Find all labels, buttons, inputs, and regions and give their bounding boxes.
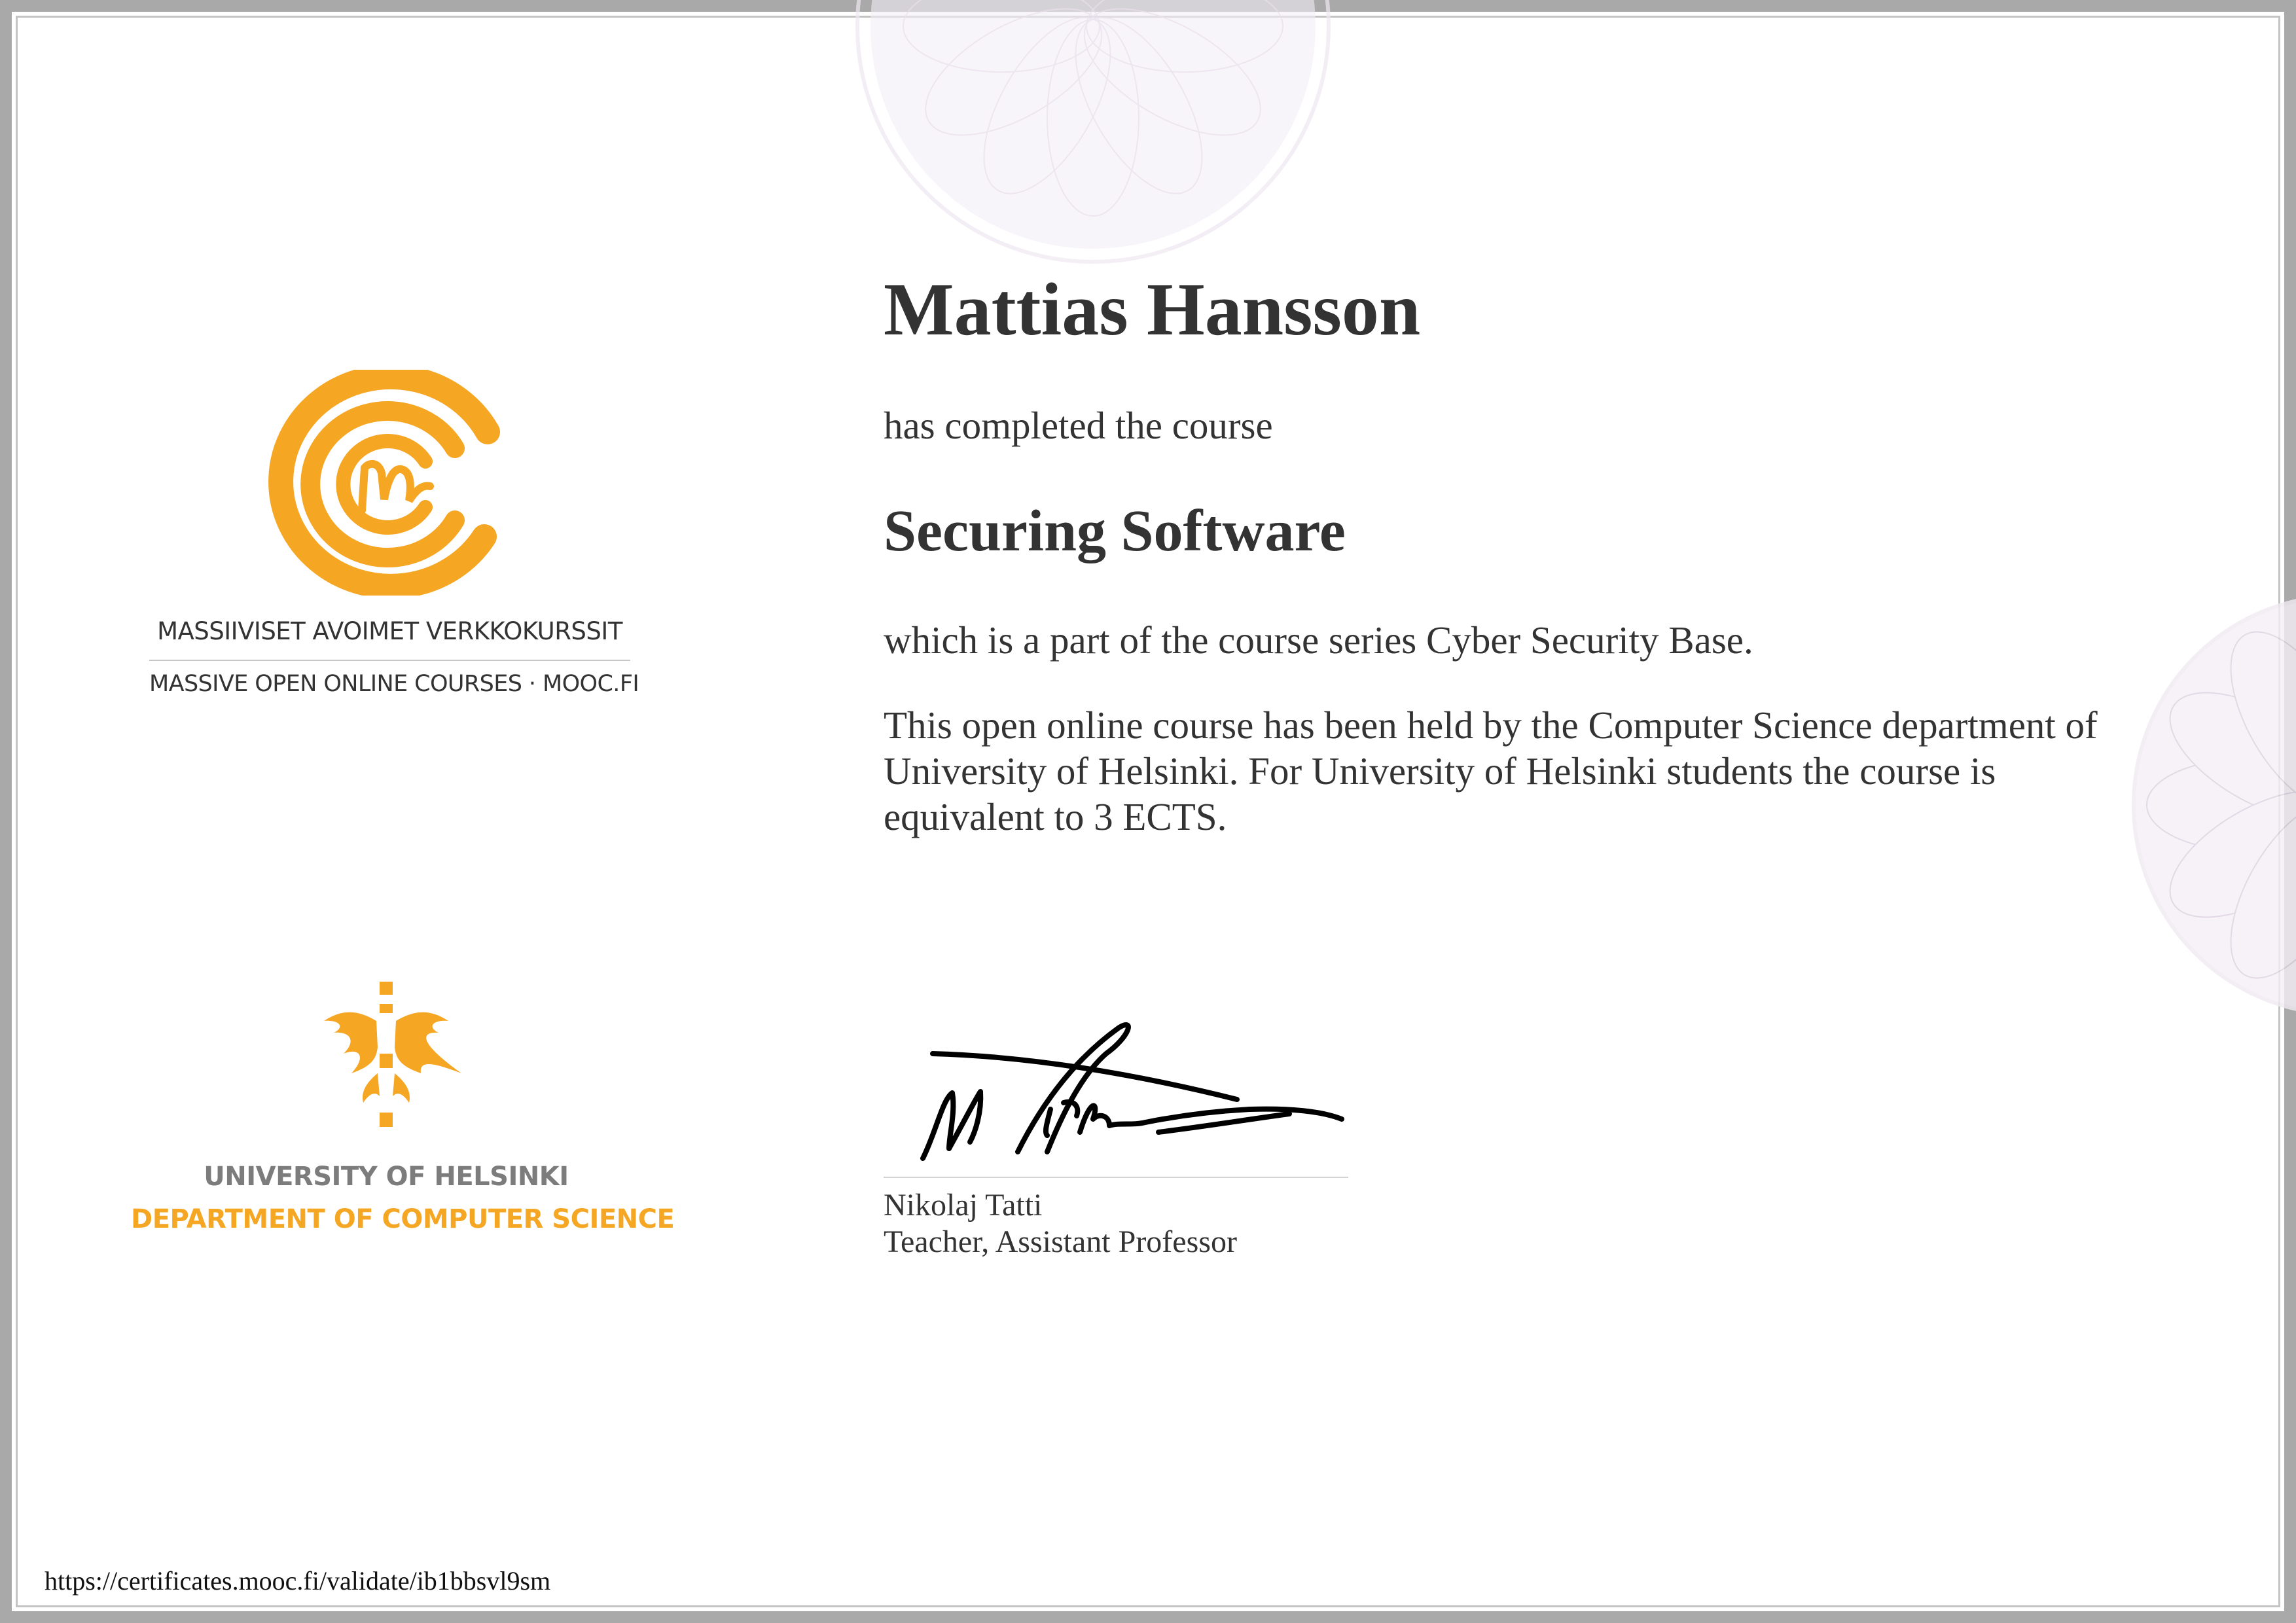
signatory-name: Nikolaj Tatti [884, 1188, 1043, 1222]
course-description: This open online course has been held by the Computer Science department of University of Helsinki. For University of Helsinki students the course is equivalent to 3 ECTS. [884, 704, 2098, 838]
course-series-statement: which is a part of the course series Cyber Security Base. [884, 618, 1753, 662]
signature-line [884, 1177, 1348, 1178]
mooc-name-english: MASSIVE OPEN ONLINE COURSES · MOOC.FI [149, 671, 639, 697]
university-name: UNIVERSITY OF HELSINKI [204, 1162, 569, 1192]
signatory-title: Teacher, Assistant Professor [884, 1224, 1237, 1259]
mooc-name-finnish: MASSIIVISET AVOIMET VERKKOKURSSIT [157, 617, 622, 645]
university-of-helsinki-flame-icon [304, 982, 468, 1132]
mooc-fi-logo-icon [259, 370, 520, 596]
completion-statement: has completed the course [884, 404, 1273, 447]
top-rosette-decoration [838, 0, 1348, 275]
department-name: DEPARTMENT OF COMPUTER SCIENCE [131, 1204, 675, 1234]
mooc-logo-divider [149, 660, 630, 661]
right-rosette-decoration [2127, 589, 2296, 1021]
recipient-name: Mattias Hansson [884, 268, 1421, 351]
handwritten-signature-icon [884, 1001, 1348, 1178]
course-title: Securing Software [884, 499, 1346, 563]
validation-url: https://certificates.mooc.fi/validate/ib1bbsvl9sm [45, 1566, 551, 1596]
